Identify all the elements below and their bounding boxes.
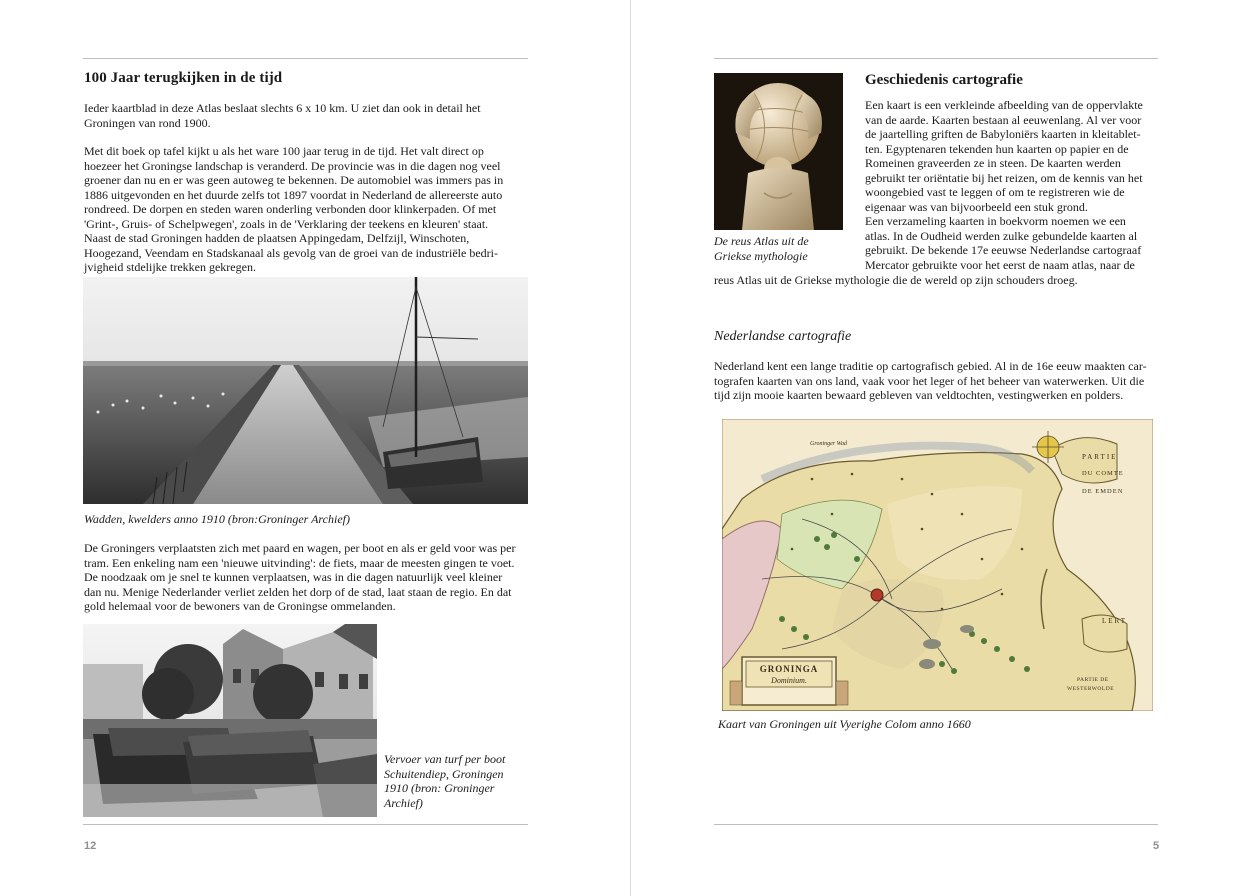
text-line: ten. Egyptenaren tekenden hun kaarten op papier en de [865,141,1129,156]
dutch-cartography-paragraph [714,359,1164,403]
text-line: Een kaart is een verkleinde afbeelding van de oppervlakte [865,98,1143,112]
intro-paragraph [84,101,534,130]
map-caption: Kaart van Groningen uit Vyerighe Colom anno 1660 [718,717,971,731]
text-line: dan nu. Menige Nederlander verliet zelden het dorp of de stad, laat staan de regio. En dat [84,584,512,599]
intro-block [714,73,1158,288]
text-line: woongebied vast te leggen of om te registreren wie de [865,185,1125,199]
caption-line: Griekse mythologie [714,248,808,263]
map-sea-label: Groninger Wad [810,441,848,447]
text-line: eigenaar was van bijvoorbeeld een stuk grond. [865,199,1088,214]
text-line: gold helemaal voor de bewoners van de Groningse ommelanden. [84,599,396,613]
turf-boat-caption [384,752,524,810]
text-line: jvigheid stdelijke trekken gekregen. [84,260,256,274]
map-westerwolde-line: PARTIE DE [1077,677,1109,683]
text-line: de jaartelling griften de Babyloniërs kaarten in kleitablet- [865,127,1141,141]
right-page [631,0,1259,896]
atlas-figure [714,73,865,288]
map-cartouche-subtitle: Dominium. [771,676,807,685]
top-rule [83,58,528,59]
text-line: Nederland kent een lange traditie op cartografisch gebied. Al in de 16e eeuw maakten car- [714,359,1147,373]
section-heading: Geschiedenis cartografie [865,72,1023,88]
atlas-statue-photo [714,73,843,230]
text-line: Romeinen graveerden ze in steen. De kaarten werden [865,156,1121,170]
turf-boat-photo [83,624,377,817]
map-partie-line: DU COMTE [1082,470,1124,477]
caption-line: De reus Atlas uit de [714,234,809,248]
text-line: tram. Een enkeling nam een 'nieuwe uitvinding': de fiets, maar de meesten gingen te voet. [84,555,515,570]
map-partie-line: DE EMDEN [1082,488,1124,495]
text-line: Een verzameling kaarten in boekvorm noemen we een [865,214,1126,228]
bottom-rule [83,824,528,825]
text-line: atlas. In de Oudheid werden zulke gebundelde kaarten al [865,228,1138,243]
cartography-paragraph-end: reus Atlas uit de Griekse mythologie die de wereld op zijn schouders droeg. [714,273,1078,287]
atlas-caption [714,234,865,263]
text-line: De Groningers verplaatsten zich met paard en wagen, per boot en als er geld voor was per [84,541,516,555]
section-subheading: Nederlandse cartografie [714,329,852,344]
text-line: groener dan nu en er was geen autoweg te bekennen. De automobiel was immers pas in [84,173,504,187]
text-line: 1886 uitgevonden en het duurde zelfs tot 1897 voordat in Nederland de allereerste auto [84,187,503,202]
body-paragraph-2 [84,541,534,614]
groningen-map [722,419,1153,711]
map-cartouche-title: GRONINGA [759,664,819,674]
text-line: gebruikt ter oriëntatie bij het reizen, om de kennis van het [865,170,1143,185]
text-line: hoezeer het Groningse landschap is veranderd. De provincie was in die dagen nog veel [84,158,501,173]
text-line: 'Grint-, Gruis- of Schelpwegen', zoals in de 'Verklaring der teekens en kleuren' staat. [84,216,489,231]
wadden-photo-caption: Wadden, kwelders anno 1910 (bron:Groninger Archief) [84,512,350,526]
caption-line: Schuitendiep, Groningen [384,766,504,781]
wadden-photo [83,277,528,504]
text-line: rondreed. De dorpen en steden waren onderling verbonden door klinkerpaden. Of met [84,202,497,216]
text-line: tografen kaarten van ons land, vaak voor het leger of het beheer van waterwerken. Uit die [714,373,1145,388]
map-lert-label: LERT [1102,617,1128,625]
text-line: Met dit boek op tafel kijkt u als het ware 100 jaar terug in de tijd. Het valt direct op [84,144,484,158]
text-line: tijd zijn mooie kaarten bewaard gebleven van veldtochten, vestingwerken en polders. [714,388,1124,402]
caption-line: Vervoer van turf per boot [384,752,506,766]
text-line: De noodzaak om je snel te kunnen verplaatsen, was in die dagen natuurlijk veel kleiner [84,570,503,584]
caption-line: Archief) [384,795,423,810]
map-westerwolde-line: WESTERWOLDE [1067,686,1115,692]
text-line: van de aarde. Kaarten bestaan al eeuwenlang. Al ver voor [865,112,1142,127]
text-line: Groningen van rond 1900. [84,115,211,130]
page-number: 5 [1153,840,1160,852]
text-line: gebruikt. De bekende 17e eeuwse Nederlandse cartograaf [865,243,1142,257]
caption-line: 1910 (bron: Groninger [384,781,495,795]
top-rule [714,58,1158,59]
text-line: Naast de stad Groningen hadden de plaatsen Appingedam, Delfzijl, Winschoten, [84,231,470,245]
bottom-rule [714,824,1158,825]
map-partie-line: PARTIE [1082,453,1118,461]
body-paragraph-1 [84,144,534,275]
text-line: Mercator gebruikte voor het eerst de naam atlas, naar de [865,257,1135,272]
page-heading: 100 Jaar terugkijken in de tijd [84,70,283,86]
text-line: Hoogezand, Veendam en Stadskanaal als gevolg van de groei van de industriële bedri- [84,245,498,260]
text-line: Ieder kaartblad in deze Atlas beslaat slechts 6 x 10 km. U ziet dan ook in detail het [84,101,481,115]
page-number: 12 [84,840,97,852]
